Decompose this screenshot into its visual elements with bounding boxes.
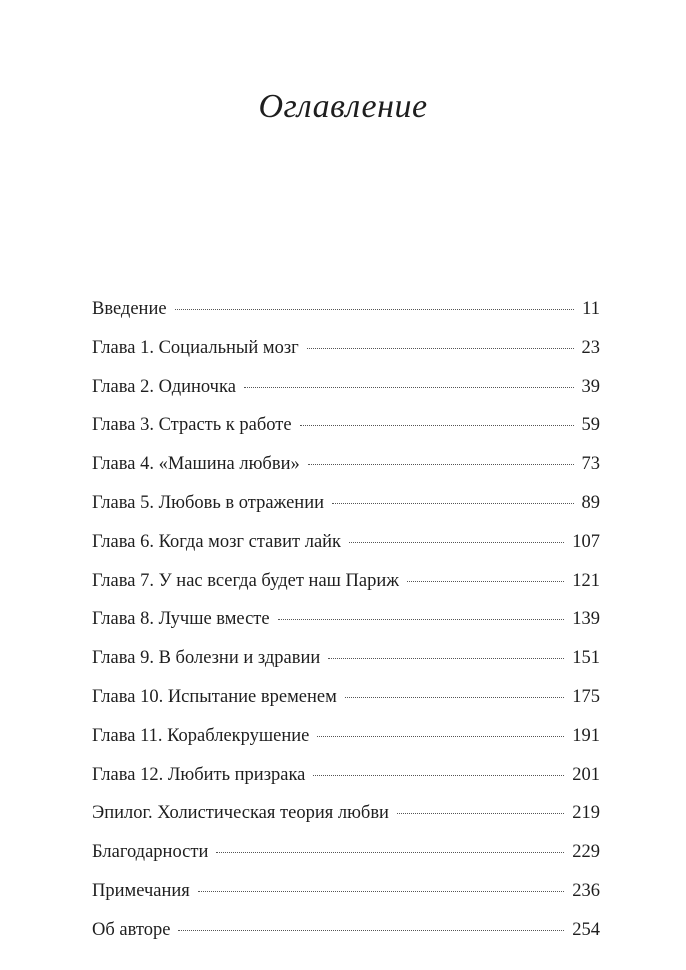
toc-page-number: 254 — [572, 919, 600, 940]
toc-entry — [92, 839, 600, 878]
dot-leader — [328, 658, 564, 659]
page-title: Оглавление — [258, 88, 428, 125]
toc-page-number: 191 — [572, 725, 600, 746]
toc-entry — [92, 684, 600, 723]
toc-entry-title: Глава 7. У нас всегда будет наш Париж — [92, 570, 400, 591]
toc-entry — [92, 529, 600, 568]
dot-leader — [349, 542, 564, 543]
toc-entry-title: Благодарности — [92, 842, 209, 863]
toc-entry-title: Глава 2. Одиночка — [92, 376, 236, 397]
toc-entry-title: Введение — [92, 299, 167, 319]
toc-entry-title: Глава 1. Социальный мозг — [92, 337, 299, 358]
toc-entry-title: Глава 4. «Машина любви» — [92, 454, 300, 475]
dot-leader — [313, 775, 564, 776]
toc-entry-title: Глава 12. Любить призрака — [92, 764, 306, 785]
toc-page-number: 229 — [572, 842, 600, 863]
toc-page-number: 89 — [581, 492, 600, 513]
toc-page-number: 175 — [572, 686, 600, 707]
toc-entry-title: Глава 9. В болезни и здравии — [92, 648, 321, 669]
toc-page-number: 39 — [581, 376, 600, 397]
dot-leader — [332, 503, 574, 504]
toc-page-number: 139 — [572, 609, 600, 630]
dot-leader — [300, 425, 574, 426]
dot-leader — [175, 309, 575, 310]
toc-entry — [92, 412, 600, 451]
toc-entry — [92, 917, 600, 956]
dot-leader — [307, 348, 574, 349]
toc-entry-title: Об авторе — [92, 919, 171, 940]
toc-page-number: 236 — [572, 880, 600, 901]
toc-entry-title: Эпилог. Холистическая теория любви — [92, 803, 389, 824]
toc-entry — [92, 645, 600, 684]
toc-entry-title: Глава 10. Испытание временем — [92, 686, 337, 707]
table-of-contents — [92, 296, 600, 956]
toc-entry — [92, 878, 600, 917]
dot-leader — [397, 813, 564, 814]
toc-entry — [92, 374, 600, 413]
toc-entry — [92, 296, 600, 335]
toc-entry-title: Глава 3. Страсть к работе — [92, 415, 292, 436]
dot-leader — [278, 619, 565, 620]
dot-leader — [198, 891, 564, 892]
dot-leader — [407, 581, 564, 582]
dot-leader — [178, 930, 564, 931]
toc-entry — [92, 606, 600, 645]
dot-leader — [345, 697, 564, 698]
toc-page-number: 201 — [572, 764, 600, 785]
dot-leader — [216, 852, 564, 853]
toc-entry-title: Примечания — [92, 880, 190, 901]
toc-entry-title: Глава 11. Кораблекрушение — [92, 725, 310, 746]
toc-page-number: 107 — [572, 531, 600, 552]
toc-entry — [92, 490, 600, 529]
toc-page-number: 23 — [581, 337, 600, 358]
toc-page-number: 219 — [572, 803, 600, 824]
toc-entry — [92, 762, 600, 801]
toc-entry-title: Глава 5. Любовь в отражении — [92, 492, 324, 513]
dot-leader — [308, 464, 574, 465]
dot-leader — [244, 387, 574, 388]
toc-page-number: 73 — [581, 454, 600, 475]
toc-entry-title: Глава 8. Лучше вместе — [92, 609, 270, 630]
toc-entry — [92, 335, 600, 374]
toc-page-number: 151 — [572, 648, 600, 669]
toc-entry — [92, 723, 600, 762]
toc-entry-title: Глава 6. Когда мозг ставит лайк — [92, 531, 342, 552]
toc-entry — [92, 451, 600, 490]
toc-entry — [92, 568, 600, 607]
toc-page-number: 121 — [572, 570, 600, 591]
toc-page-number: 59 — [581, 415, 600, 436]
toc-entry — [92, 800, 600, 839]
dot-leader — [317, 736, 564, 737]
toc-page-number: 11 — [582, 299, 600, 319]
